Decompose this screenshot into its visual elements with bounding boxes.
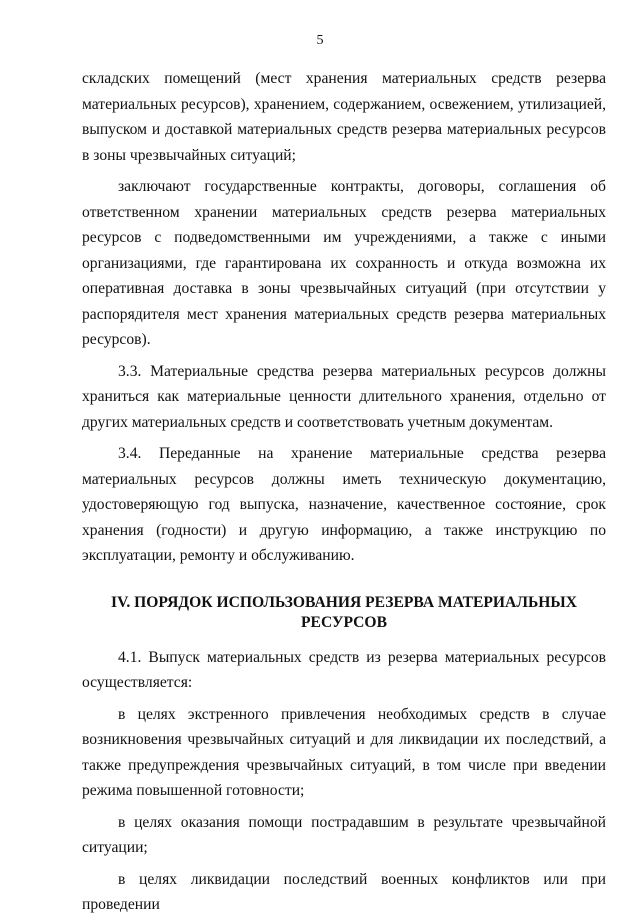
paragraph-3-3: 3.3. Материальные средства резерва материальных ресурсов должны храниться как материальные ценности длительного хранения, отдельно от других материальных средств и соответствовать учетным документам. bbox=[82, 362, 606, 431]
paragraph-military-conflicts: в целях ликвидации последствий военных конфликтов или при проведении bbox=[82, 870, 606, 913]
page-number: 5 bbox=[316, 33, 324, 48]
paragraph-emergency-use: в целях экстренного привлечения необходимых средств в случае возникновения чрезвычайных ситуаций и для ликвидации их последствий, а также предупреждения чрезвычайных ситуаций, в том числе при введении режима повышенной готовности; bbox=[82, 705, 606, 799]
document-body bbox=[82, 66, 606, 918]
paragraph-victim-aid: в целях оказания помощи пострадавшим в результате чрезвычайной ситуации; bbox=[82, 813, 606, 856]
paragraph-3-4: 3.4. Переданные на хранение материальные средства резерва материальных ресурсов должны иметь техническую документацию, удостоверяющую год выпуска, назначение, качественное состояние, срок хранения (годности) и другую информацию, а также инструкцию по эксплуатации, ремонту и обслуживанию. bbox=[82, 445, 606, 564]
paragraph-contracts: заключают государственные контракты, договоры, соглашения об ответственном хранении материальных средств резерва материальных ресурсов с подведомственными им учреждениями, а также с иными организациями, где гарантирована их сохранность и откуда возможна их оперативная доставка в зоны чрезвычайных ситуаций (при отсутствии у распорядителя мест хранения материальных средств резерва материальных ресурсов). bbox=[82, 178, 606, 348]
section-heading: IV. ПОРЯДОК ИСПОЛЬЗОВАНИЯ РЕЗЕРВА МАТЕРИАЛЬНЫХ РЕСУРСОВ bbox=[111, 593, 577, 631]
paragraph-4-1: 4.1. Выпуск материальных средств из резерва материальных ресурсов осуществляется: bbox=[82, 648, 606, 691]
paragraph-storage-premises: складских помещений (мест хранения материальных средств резерва материальных ресурсов), хранением, содержанием, освежением, утилизацией, выпуском и доставкой материальных средств резерва материальных ресурсов в зоны чрезвычайных ситуаций; bbox=[82, 70, 606, 164]
